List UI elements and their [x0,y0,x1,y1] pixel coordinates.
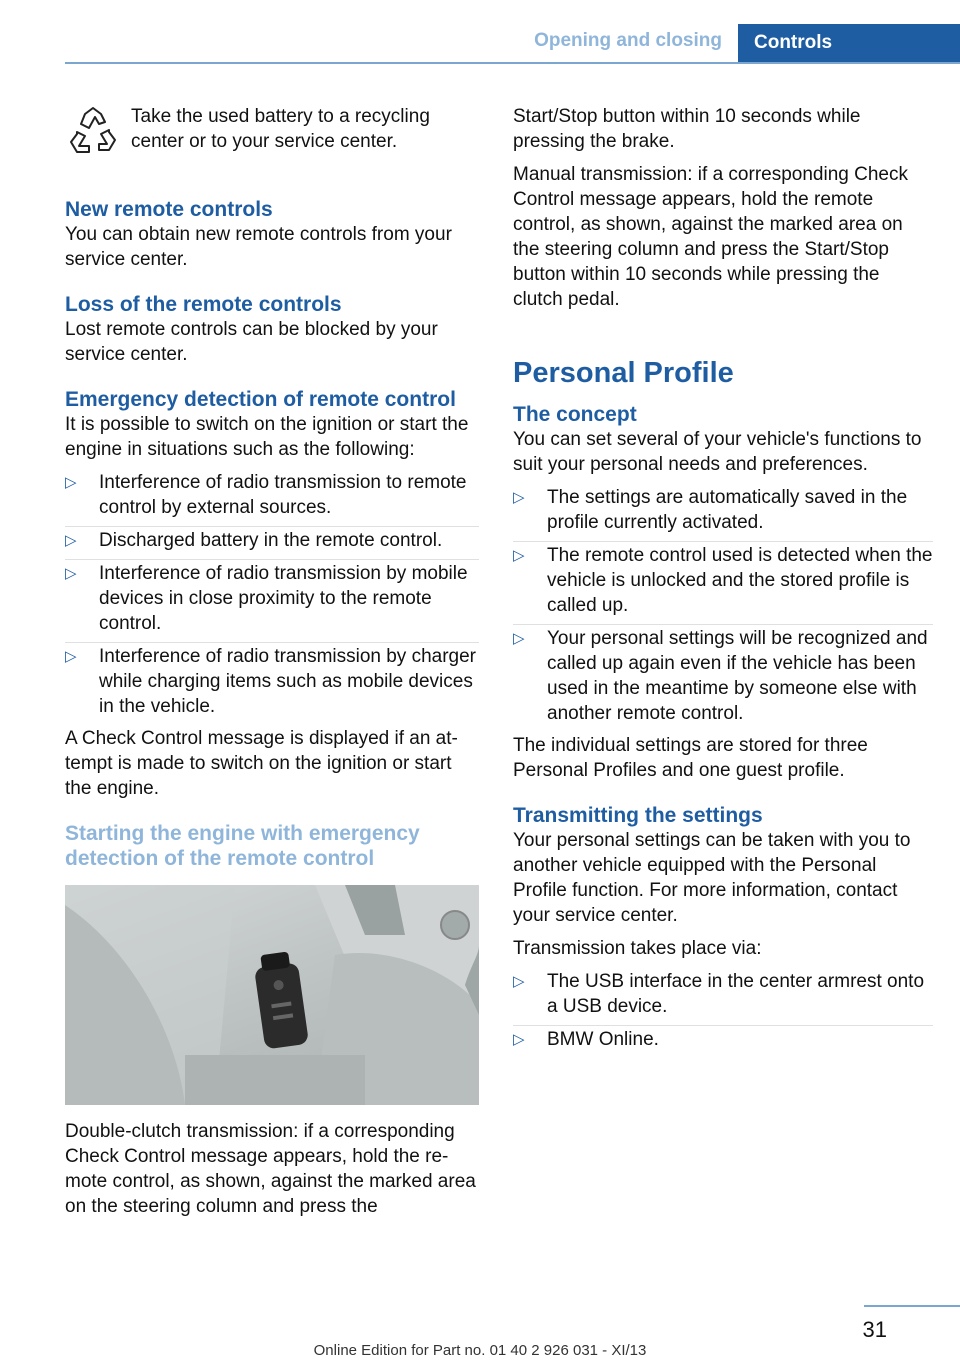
heading-emergency-detection: Emergency detection of remote control [65,388,456,411]
individual-settings-text: The individual settings are stored for three Personal Profiles and one guest profile. [513,735,868,781]
footer-rule [864,1305,960,1307]
left-column [65,104,479,1227]
list-item: ▷ The USB interface in the center armrest onto a USB device. [513,969,933,1026]
bullet-triangle-icon: ▷ [513,547,525,564]
heading-loss-remote-controls: Loss of the remote controls [65,293,342,316]
remote-control-illustration [65,885,479,1105]
header-rule [65,62,960,64]
list-item: ▷ Your personal settings will be recognized and called up again even if the vehicle has been used in the meantime by someone else with another remote control. [513,628,928,724]
bullet-triangle-icon: ▷ [65,565,77,582]
list-item: ▷ The settings are automatically saved in the profile currently activated. [513,485,933,542]
transmitting-text: Your personal settings can be taken with you to another vehicle equipped with the Personal Profile function. For more information, contact your service center. [513,830,911,926]
heading-transmitting-settings: Transmitting the settings [513,804,763,827]
manual-transmission-text: Manual transmission: if a corresponding Check Control message appears, hold the remote control, as shown, against the marked area on the steering column and press the Start/Stop button within 10 seconds while pressing the clutch pedal. [513,164,908,310]
bullet-triangle-icon: ▷ [513,1031,525,1048]
list-item: ▷ Interference of radio transmission by mobile devices in close proximity to the remote control. [65,561,479,643]
recycle-note [65,104,479,165]
check-control-text: A Check Control message is displayed if an attempt is made to switch on the ignition or start the engine. [65,728,458,799]
concept-list [513,485,933,732]
heading-new-remote-controls: New remote controls [65,198,273,221]
right-column [513,104,933,1059]
bullet-triangle-icon: ▷ [65,648,77,665]
bullet-triangle-icon: ▷ [65,474,77,491]
header-tab-controls[interactable]: Controls [738,24,960,62]
transmission-via-text: Transmission takes place via: [513,938,762,959]
recycle-text: Take the used battery to a recycling center or to your service center. [131,106,430,152]
edition-footer: Online Edition for Part no. 01 40 2 926 031 - XI/13 [313,1342,647,1359]
heading-the-concept: The concept [513,403,637,426]
emergency-list [65,470,479,725]
page-number: 31 [862,1317,887,1342]
loss-text: Lost remote controls can be blocked by your service center. [65,319,438,365]
recycle-icon [65,104,131,165]
transmission-list [513,969,933,1058]
list-item: ▷ Interference of radio transmission by charger while charging items such as mobile devices in the vehicle. [65,646,477,717]
list-item: ▷ Interference of radio transmission to remote control by external sources. [65,470,479,527]
section-title-personal-profile: Personal Profile [513,357,734,389]
bullet-triangle-icon: ▷ [513,489,525,506]
list-item: ▷ Discharged battery in the remote control. [65,528,479,560]
concept-text: You can set several of your vehicle's functions to suit your personal needs and preferences. [513,429,922,475]
emergency-intro: It is possible to switch on the ignition or start the engine in situations such as the following: [65,414,469,460]
bullet-triangle-icon: ▷ [65,532,77,549]
header-section-title: Opening and closing [534,30,722,51]
list-item: ▷ The remote control used is detected when the vehicle is unlocked and the stored profile is called up. [513,543,933,625]
bullet-triangle-icon: ▷ [513,630,525,647]
heading-starting-engine: Starting the engine with emergency detection of the remote control [65,822,420,870]
list-item: ▷ BMW Online. [513,1029,659,1050]
bullet-triangle-icon: ▷ [513,973,525,990]
new-remote-text: You can obtain new remote controls from your service center. [65,224,452,270]
continued-text: Start/Stop button within 10 seconds while pressing the brake. [513,106,861,152]
double-clutch-text: Double-clutch transmission: if a corresponding Check Control message appears, hold the remote control, as shown, against the marked area on the steering column and press the [65,1121,476,1217]
